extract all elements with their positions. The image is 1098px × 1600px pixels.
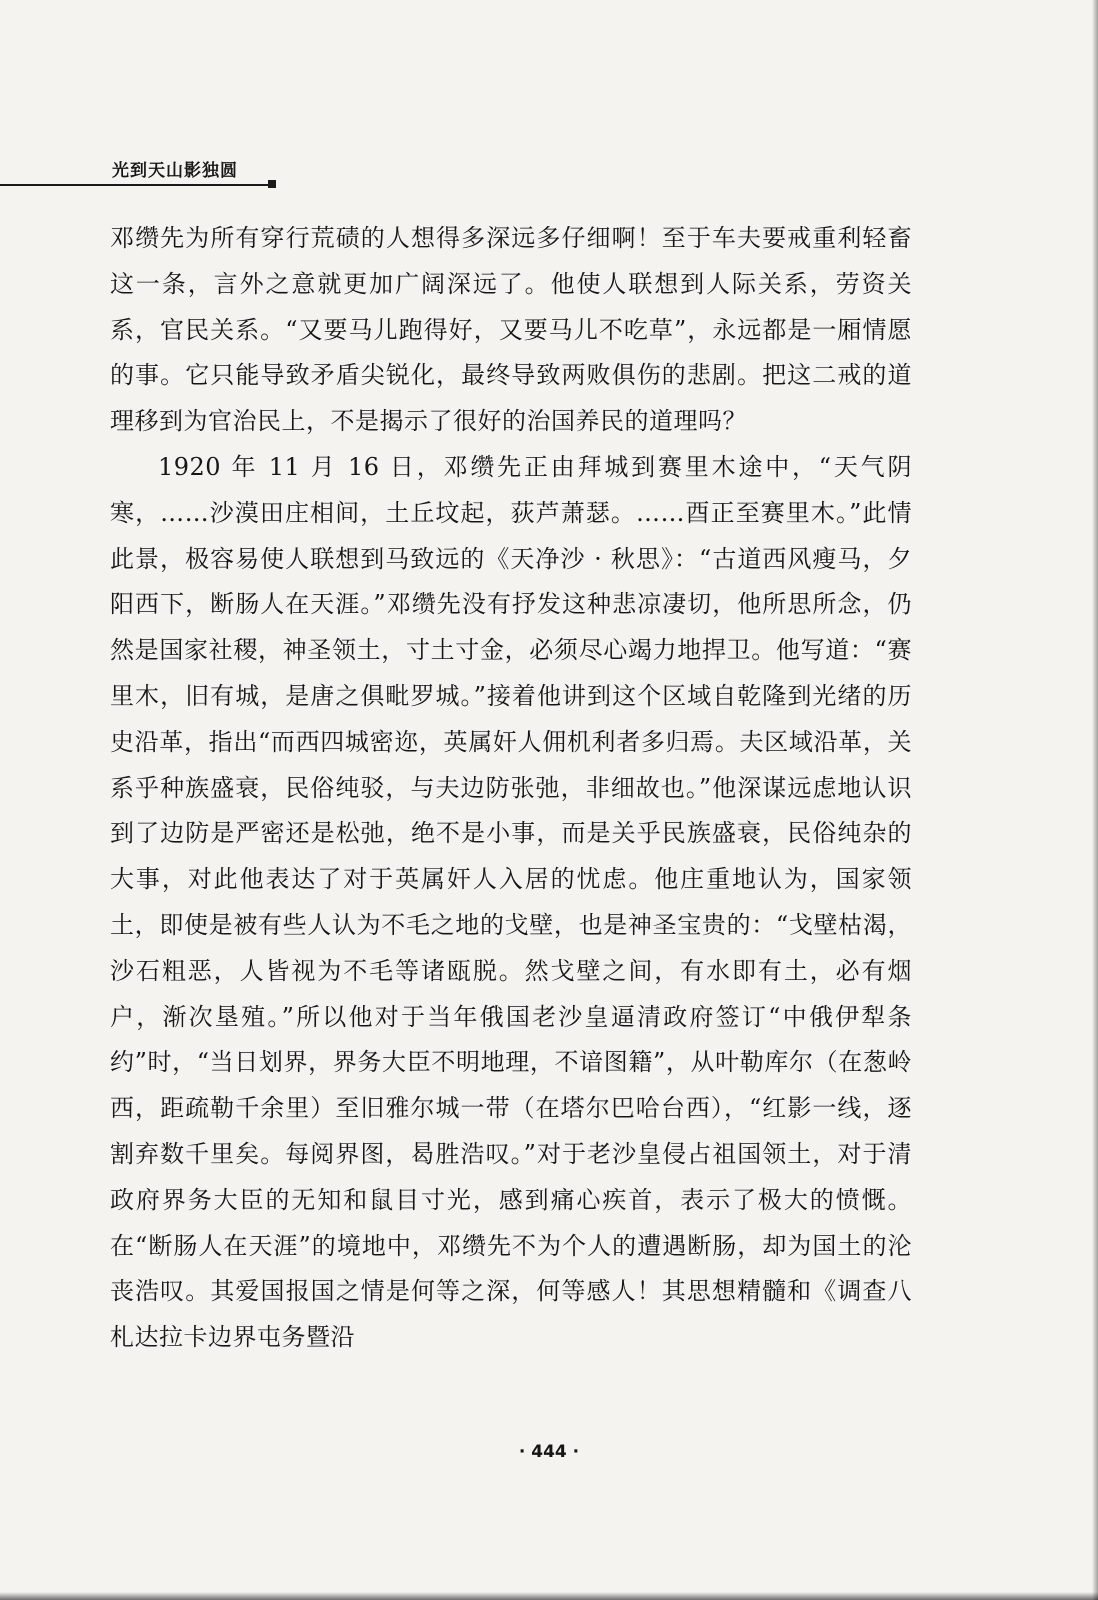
- header-square-mark: [268, 180, 276, 188]
- book-title: 光到天山影独圆: [112, 161, 238, 181]
- scan-edge-bottom: [0, 1592, 1098, 1600]
- header-rule: [0, 184, 268, 186]
- paragraph-1: 邓缵先为所有穿行荒碛的人想得多深远多仔细啊！至于车夫要戒重利轻畜这一条，言外之意就更加广阔深远了。他使人联想到人际关系，劳资关系，官民关系。“又要马儿跑得好，又要马儿不吃草”，永远都是一厢情愿的事。它只能导致矛盾尖锐化，最终导致两败俱伤的悲剧。把这二戒的道理移到为官治民上，不是揭示了很好的治国养民的道理吗？: [110, 224, 912, 436]
- page-number: · 444 ·: [518, 1442, 580, 1462]
- body-text: [110, 216, 912, 1361]
- running-header: [0, 160, 280, 188]
- paragraph-2: 1920 年 11 月 16 日，邓缵先正由拜城到赛里木途中，“天气阴寒，……沙漠田庄相间，土丘坟起，荻芦萧瑟。……酉正至赛里木。”此情此景，极容易使人联想到马致远的《天净沙 · 秋思》：“古道西风瘦马，夕阳西下，断肠人在天涯。”邓缵先没有抒发这种悲凉凄切，他所思所念，仍然是国家社稷，神圣领土，寸土寸金，必须尽心竭力地捍卫。他写道：“赛里木，旧有城，是唐之俱毗罗城。”接着他讲到这个区域自乾隆到光绪的历史沿革，指出“而西四城密迩，英属奸人佣机利者多归焉。夫区域沿革，关系乎种族盛衰，民俗纯驳，与夫边防张弛，非细故也。”他深谋远虑地认识到了边防是严密还是松弛，绝不是小事，而是关乎民族盛衰，民俗纯杂的大事，对此他表达了对于英属奸人入居的忧虑。他庄重地认为，国家领土，即使是被有些人认为不毛之地的戈壁，也是神圣宝贵的：“戈壁枯渴，沙石粗恶，人皆视为不毛等诸瓯脱。然戈壁之间，有水即有土，必有烟户，渐次垦殖。”所以他对于当年俄国老沙皇逼清政府签订“中俄伊犁条约”时，“当日划界，界务大臣不明地理，不谙图籍”，从叶勒库尔（在葱岭西，距疏勒千余里）至旧雅尔城一带（在塔尔巴哈台西），“红影一线，逐割弃数千里矣。每阅界图，曷胜浩叹。”对于老沙皇侵占祖国领土，对于清政府界务大臣的无知和鼠目寸光，感到痛心疾首，表示了极大的愤慨。在“断肠人在天涯”的境地中，邓缵先不为个人的遭遇断肠，却为国土的沦丧浩叹。其爱国报国之情是何等之深，何等感人！其思想精髓和《调查八札达拉卡边界屯务暨沿: [110, 452, 912, 1352]
- scan-edge-right: [1092, 0, 1098, 1600]
